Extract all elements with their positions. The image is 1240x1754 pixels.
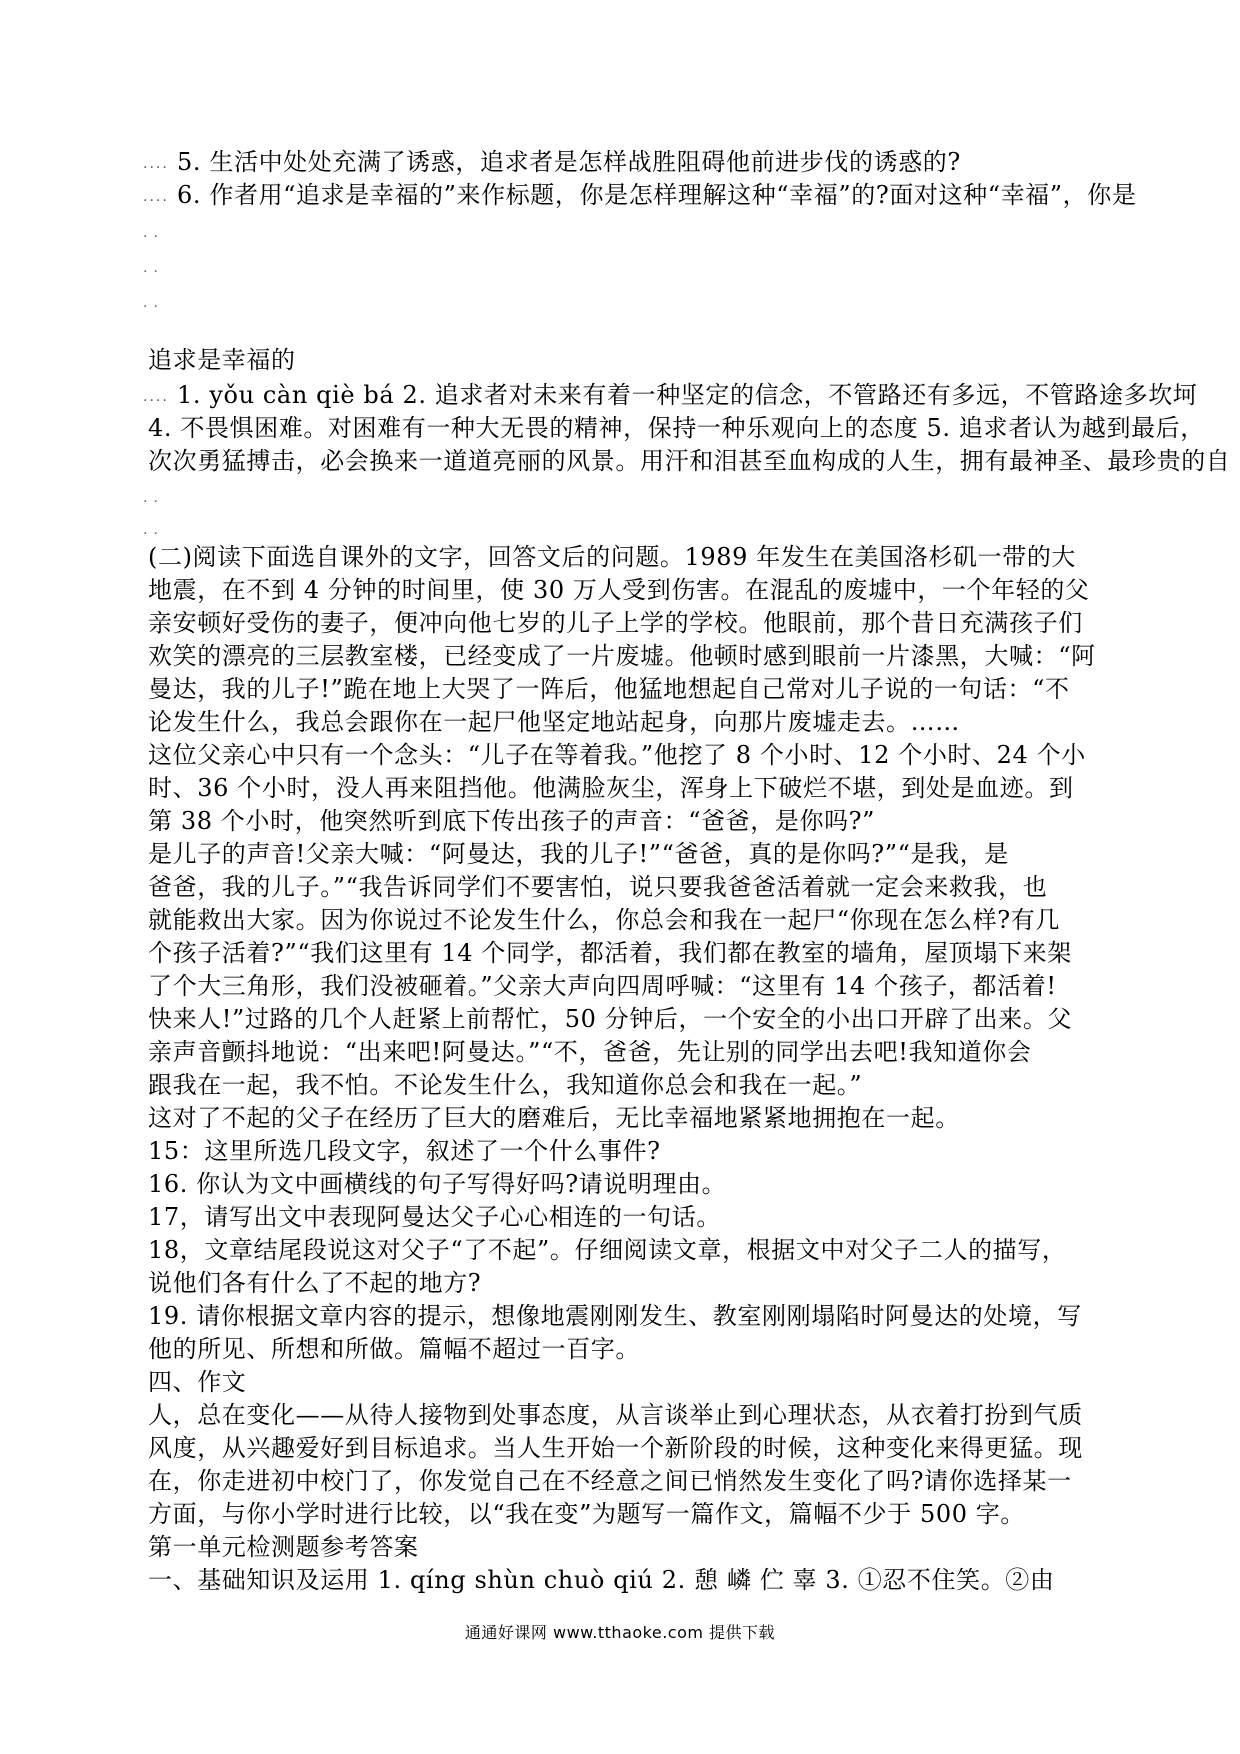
composition-line: 方面，与你小学时进行比较，以“我在变”为题写一篇作文，篇幅不少于 500 字。 bbox=[148, 1500, 1026, 1528]
passage-line: 是儿子的声音!父亲大喊：“阿曼达，我的儿子!”“爸爸，真的是你吗?”“是我，是 bbox=[148, 840, 1009, 868]
question-line: 说他们各有什么了不起的地方? bbox=[148, 1269, 482, 1297]
leader-dots: .... bbox=[143, 388, 169, 405]
passage-line: 亲安顿好受伤的妻子，便冲向他七岁的儿子上学的学校。他眼前，那个昔日充满孩子们 bbox=[148, 609, 1083, 637]
passage-line: 时、36 个小时，没人再来阻挡他。他满脸灰尘，浑身上下破烂不堪，到处是血迹。到 bbox=[148, 774, 1074, 802]
passage-line: 欢笑的漂亮的三层教室楼，已经变成了一片废墟。他顿时感到眼前一片漆黑，大喊：“阿 bbox=[148, 642, 1096, 670]
answer-section-title: 追求是幸福的 bbox=[148, 346, 296, 374]
passage-line: 这位父亲心中只有一个念头：“儿子在等着我。”他挖了 8 个小时、12 个小时、24 个小 bbox=[148, 741, 1086, 769]
passage-line: 快来人!”过路的几个人赶紧上前帮忙，50 分钟后，一个安全的小出口开辟了出来。父 bbox=[148, 1005, 1073, 1033]
answers-unit-title: 第一单元检测题参考答案 bbox=[148, 1533, 419, 1561]
scan-marker: .. bbox=[143, 295, 164, 311]
passage-line: 了个大三角形，我们没被砸着。”父亲大声向四周呼喊：“这里有 14 个孩子，都活着! bbox=[148, 972, 1057, 1000]
passage-line: (二)阅读下面选自课外的文字，回答文后的问题。1989 年发生在美国洛杉矶一带的大 bbox=[148, 543, 1077, 571]
scan-marker: .. bbox=[143, 260, 164, 276]
composition-line: 风度，从兴趣爱好到目标追求。当人生开始一个新阶段的时候，这种变化来得更猛。现 bbox=[148, 1434, 1083, 1462]
scan-marker: .. bbox=[143, 225, 164, 241]
answer-line-2: 4. 不畏惧困难。对困难有一种大无畏的精神，保持一种乐观向上的态度 5. 追求者认为越到最后， bbox=[148, 414, 1205, 442]
passage-line: 跟我在一起，我不怕。不论发生什么，我知道你总会和我在一起。” bbox=[148, 1071, 863, 1099]
passage-line: 地震，在不到 4 分钟的时间里，使 30 万人受到伤害。在混乱的废墟中，一个年轻的父 bbox=[148, 576, 1090, 604]
passage-line: 论发生什么，我总会跟你在一起尸他坚定地站起身，向那片废墟走去。…… bbox=[148, 708, 960, 736]
passage-line: 亲声音颤抖地说：“出来吧!阿曼达。”“不，爸爸，先让别的同学出去吧!我知道你会 bbox=[148, 1038, 1032, 1066]
passage-line: 就能救出大家。因为你说过不论发生什么，你总会和我在一起尸“你现在怎么样?有几 bbox=[148, 906, 1060, 934]
composition-line: 人，总在变化——从待人接物到处事态度，从言谈举止到心理状态，从衣着打扮到气质 bbox=[148, 1401, 1083, 1429]
question-6: .... 6. 作者用“追求是幸福的”来作标题，你是怎样理解这种“幸福”的?面对这种“幸福”，你是 bbox=[143, 180, 1136, 212]
leader-dots: .... bbox=[143, 155, 169, 172]
composition-heading: 四、作文 bbox=[148, 1368, 247, 1396]
answer-line-3: 次次勇猛搏击，必会换来一道道亮丽的风景。用汗和泪甚至血构成的人生，拥有最神圣、最珍贵的自 bbox=[148, 447, 1231, 475]
passage-line: 第 38 个小时，他突然听到底下传出孩子的声音：“爸爸，是你吗?” bbox=[148, 807, 876, 835]
question-line: 18，文章结尾段说这对父子“了不起”。仔细阅读文章，根据文中对父子二人的描写， bbox=[148, 1236, 1067, 1264]
scan-marker: .. bbox=[143, 522, 164, 538]
page-footer: 通通好课网 www.tthaoke.com 提供下载 bbox=[464, 1623, 776, 1642]
question-line: 16. 你认为文中画横线的句子写得好吗?请说明理由。 bbox=[148, 1170, 727, 1198]
leader-dots: .... bbox=[143, 188, 169, 205]
composition-line: 在，你走进初中校门了，你发觉自己在不经意之间已悄然发生变化了吗?请你选择某一 bbox=[148, 1467, 1072, 1495]
question-line: 15：这里所选几段文字，叙述了一个什么事件? bbox=[148, 1137, 661, 1165]
question-line: 19. 请你根据文章内容的提示，想像地震刚刚发生、教室刚刚塌陷时阿曼达的处境，写 bbox=[148, 1302, 1082, 1330]
answer-line-1: .... 1. yǒu càn qiè bá 2. 追求者对未来有着一种坚定的信念，不管路还有多远，不管路途多坎坷 bbox=[143, 380, 1197, 412]
question-5: .... 5. 生活中处处充满了诱惑，追求者是怎样战胜阻碍他前进步伐的诱惑的? bbox=[143, 147, 961, 179]
passage-line: 曼达，我的儿子!”跪在地上大哭了一阵后，他猛地想起自己常对儿子说的一句话：“不 bbox=[148, 675, 1070, 703]
scan-marker: .. bbox=[143, 490, 164, 506]
answers-unit-line: 一、基础知识及运用 1. qíng shùn chuò qiú 2. 憩 嶙 伫 辜 3. ①忍不住笑。②由 bbox=[148, 1566, 1055, 1594]
question-line: 17，请写出文中表现阿曼达父子心心相连的一句话。 bbox=[148, 1203, 721, 1231]
question-line: 他的所见、所想和所做。篇幅不超过一百字。 bbox=[148, 1335, 640, 1363]
passage-line: 个孩子活着?”“我们这里有 14 个同学，都活着，我们都在教室的墙角，屋顶塌下来架 bbox=[148, 939, 1072, 967]
passage-line: 爸爸，我的儿子。”“我告诉同学们不要害怕，说只要我爸爸活着就一定会来救我，也 bbox=[148, 873, 1048, 901]
passage-line: 这对了不起的父子在经历了巨大的磨难后，无比幸福地紧紧地拥抱在一起。 bbox=[148, 1104, 960, 1132]
